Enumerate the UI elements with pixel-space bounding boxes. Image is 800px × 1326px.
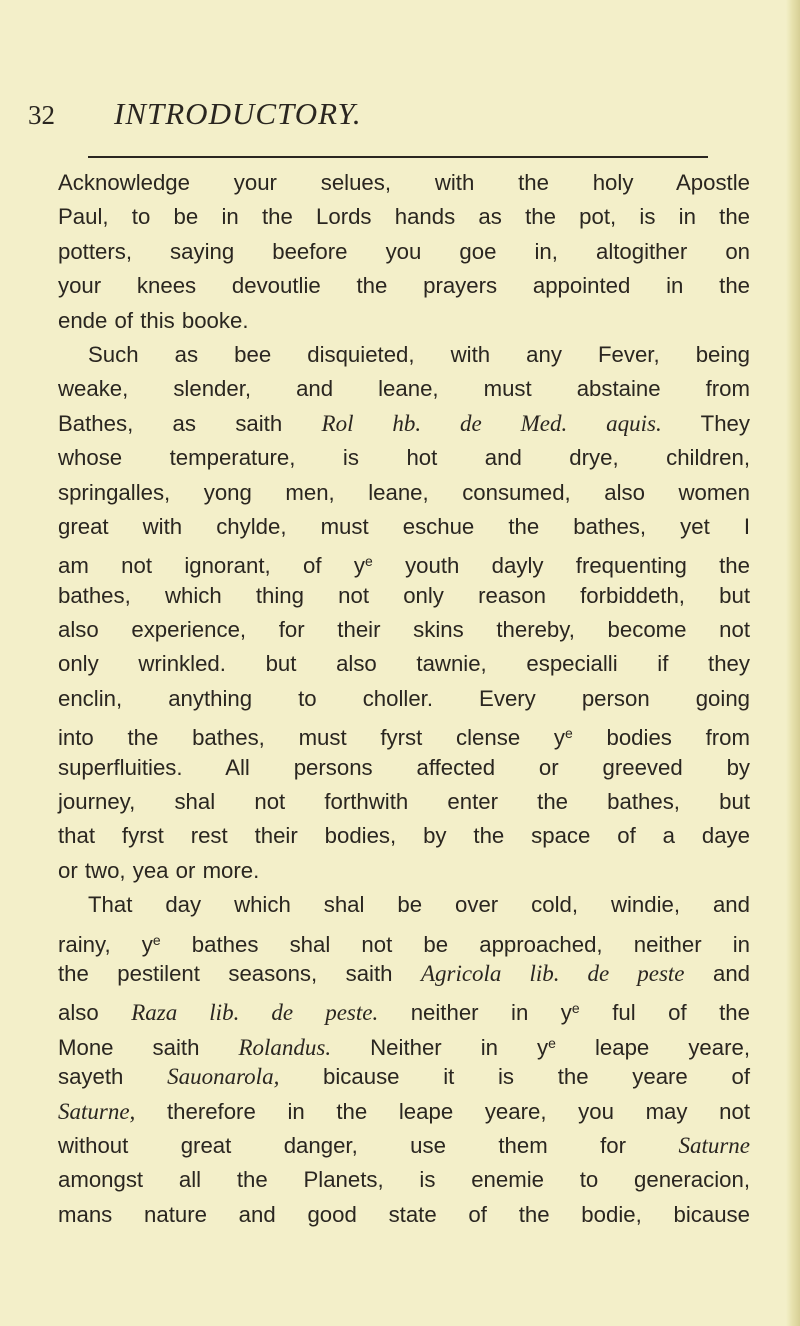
text-line: bathes, which thing not only reason forbiddeth, but	[58, 582, 750, 608]
text-line: mans nature and good state of the bodie, bicause	[58, 1201, 750, 1227]
citation: Rolandus.	[238, 1034, 332, 1060]
text-line: amongst all the Planets, is enemie to generacion,	[58, 1167, 750, 1193]
text-line: superfluities. All persons affected or greeved by	[58, 754, 750, 780]
page-header	[28, 96, 748, 136]
text-line: potters, saying beefore you goe in, altogither on	[58, 238, 750, 264]
text-line: into the bathes, must fyrst clense $y^e$ bodies from	[58, 725, 750, 751]
text-line: without great danger, use them for Saturne	[58, 1132, 750, 1158]
text-line: am not ignorant, of $y^e$ youth dayly frequenting the	[58, 553, 750, 579]
superscript: e	[564, 725, 573, 742]
text-line: also experience, for their skins thereby, become not	[58, 617, 750, 643]
text-line: enclin, anything to choller. Every person going	[58, 685, 750, 711]
superscript: e	[571, 1000, 580, 1017]
text-line: weake, slender, and leane, must abstaine from	[58, 376, 750, 402]
page-number: 32	[28, 100, 55, 130]
superscript: e	[548, 1034, 556, 1051]
text-line: that fyrst rest their bodies, by the space of a daye	[58, 823, 750, 849]
text-line: rainy, $y^e$ bathes shal not be approached, neither in	[58, 931, 750, 957]
citation: Sauonarola,	[167, 1064, 280, 1090]
text-line: Paul, to be in the Lords hands as the pot, is in the	[58, 204, 750, 230]
paragraph-start-line: That day which shal be over cold, windie, and	[88, 892, 750, 918]
text-line: Mone saith Rolandus. Neither in $y^e$ leape yeare,	[58, 1034, 750, 1060]
running-head: INTRODUCTORY.	[114, 96, 362, 131]
text-line: sayeth Sauonarola, bicause it is the yeare of	[58, 1064, 750, 1090]
page-edge-shadow	[786, 0, 800, 1326]
text-line: ende of this booke.	[58, 307, 249, 333]
superscript: e	[152, 931, 161, 948]
text-line: Acknowledge your selues, with the holy Apostle	[58, 170, 750, 195]
citation: Raza lib. de peste.	[131, 1000, 379, 1026]
superscript: e	[364, 553, 373, 570]
text-line: Saturne, therefore in the leape yeare, you may not	[58, 1098, 750, 1124]
text-line: whose temperature, is hot and drye, children,	[58, 445, 750, 471]
citation: Saturne,	[58, 1098, 136, 1124]
text-line: your knees devoutlie the prayers appointed in the	[58, 273, 750, 299]
body-text	[58, 166, 750, 1232]
text-line: Bathes, as saith Rol hb. de Med. aquis. They	[58, 410, 750, 436]
header-rule	[88, 156, 708, 158]
citation: Rol hb. de Med. aquis.	[321, 410, 662, 436]
text-line: only wrinkled. but also tawnie, especialli if they	[58, 651, 750, 677]
paragraph-start-line: Such as bee disquieted, with any Fever, being	[88, 341, 750, 367]
text-line: springalles, yong men, leane, consumed, also women	[58, 479, 750, 505]
text-line: also Raza lib. de peste. neither in $y^e$ ful of the	[58, 1000, 750, 1026]
text-line: or two, yea or more.	[58, 857, 260, 883]
citation: Agricola lib. de peste	[420, 960, 685, 986]
citation: Saturne	[678, 1132, 750, 1158]
text-line: journey, shal not forthwith enter the bathes, but	[58, 789, 750, 815]
text-line: great with chylde, must eschue the bathes, yet I	[58, 513, 750, 539]
text-line: the pestilent seasons, saith Agricola lib. de peste and	[58, 960, 750, 986]
